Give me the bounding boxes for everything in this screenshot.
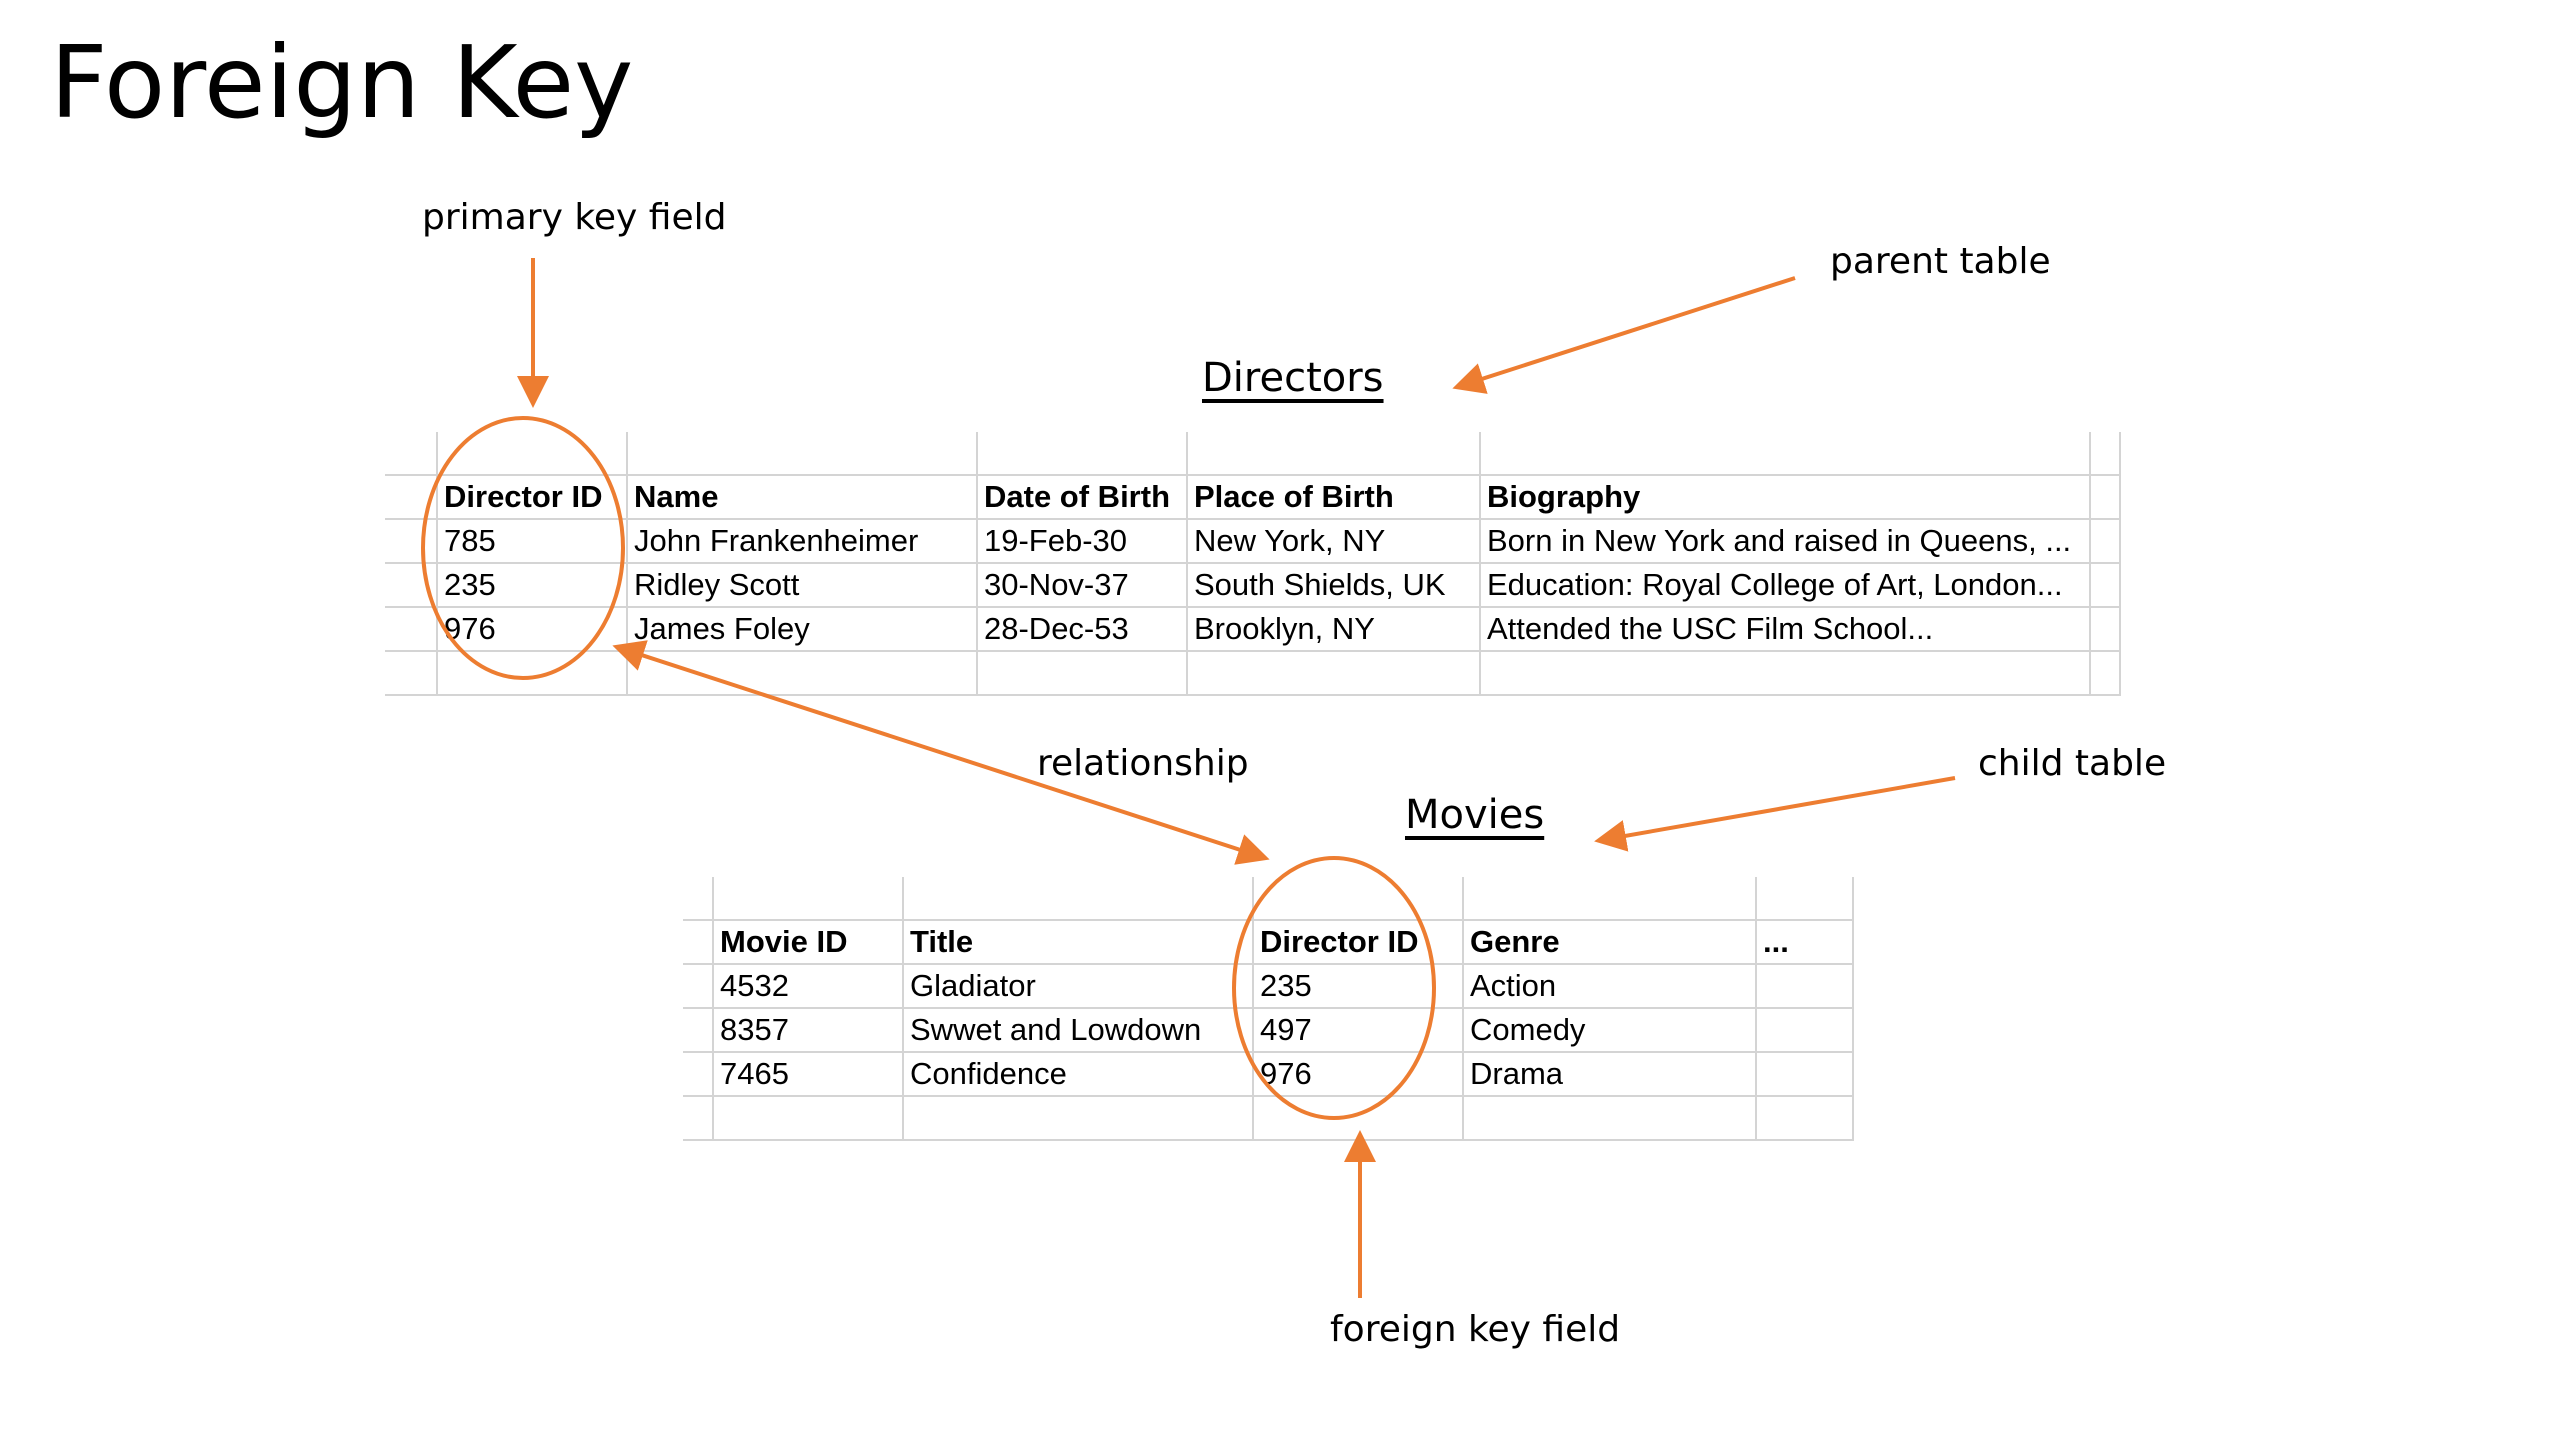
table-row [385, 563, 2120, 607]
table-row [385, 519, 2120, 563]
grid-cell [1463, 877, 1756, 920]
cell: 7465 [713, 1052, 903, 1096]
parent-table-label: parent table [1830, 241, 2051, 282]
grid-cell [1480, 432, 2090, 475]
cell: 976 [437, 607, 627, 651]
grid-cell [977, 432, 1187, 475]
directors-header-row [385, 475, 2120, 519]
movies-table [683, 877, 1854, 1141]
cell: 4532 [713, 964, 903, 1008]
cell: Action [1463, 964, 1756, 1008]
header-name: Name [627, 475, 977, 519]
cell: Swwet and Lowdown [903, 1008, 1253, 1052]
grid-cell [385, 651, 437, 695]
relationship-label: relationship [1037, 743, 1249, 784]
header-director-id: Director ID [437, 475, 627, 519]
child-table-label: child table [1978, 743, 2167, 784]
table-row [683, 1008, 1853, 1052]
grid-cell [1253, 1096, 1463, 1140]
directors-caption: Directors [1202, 355, 1384, 401]
grid-cell [627, 651, 977, 695]
cell: 235 [437, 563, 627, 607]
grid-cell [2090, 475, 2120, 519]
grid-cell [385, 519, 437, 563]
cell: Ridley Scott [627, 563, 977, 607]
grid-cell [1463, 1096, 1756, 1140]
grid-cell [2090, 519, 2120, 563]
cell: 235 [1253, 964, 1463, 1008]
grid-cell [437, 651, 627, 695]
cell: 976 [1253, 1052, 1463, 1096]
header-ellipsis: ... [1756, 920, 1853, 964]
grid-cell [2090, 607, 2120, 651]
movies-spacer-row [683, 1096, 1853, 1140]
directors-spacer-row [385, 651, 2120, 695]
movies-header-row [683, 920, 1853, 964]
grid-cell [683, 920, 713, 964]
cell: South Shields, UK [1187, 563, 1480, 607]
grid-cell [1480, 651, 2090, 695]
cell: John Frankenheimer [627, 519, 977, 563]
grid-cell [683, 964, 713, 1008]
cell: Brooklyn, NY [1187, 607, 1480, 651]
grid-cell [385, 563, 437, 607]
grid-cell [385, 475, 437, 519]
table-row [683, 1052, 1853, 1096]
grid-cell [2090, 651, 2120, 695]
cell [1756, 964, 1853, 1008]
grid-cell [903, 877, 1253, 920]
slide-title: Foreign Key [50, 24, 634, 141]
grid-cell [2090, 432, 2120, 475]
grid-cell [385, 607, 437, 651]
header-director-id: Director ID [1253, 920, 1463, 964]
grid-cell [627, 432, 977, 475]
header-biography: Biography [1480, 475, 2090, 519]
grid-cell [683, 1008, 713, 1052]
parent-table-arrow [1460, 278, 1795, 386]
cell: Education: Royal College of Art, London... [1480, 563, 2090, 607]
grid-cell [1756, 877, 1853, 920]
header-place-of-birth: Place of Birth [1187, 475, 1480, 519]
grid-cell [1756, 1096, 1853, 1140]
cell: James Foley [627, 607, 977, 651]
cell: Attended the USC Film School... [1480, 607, 2090, 651]
grid-cell [713, 1096, 903, 1140]
foreign-key-field-label: foreign key field [1330, 1309, 1621, 1350]
cell: 30-Nov-37 [977, 563, 1187, 607]
cell: 8357 [713, 1008, 903, 1052]
directors-spacer-row [385, 432, 2120, 475]
child-table-arrow [1602, 778, 1955, 840]
grid-cell [1187, 432, 1480, 475]
cell: Gladiator [903, 964, 1253, 1008]
grid-cell [713, 877, 903, 920]
grid-cell [683, 1052, 713, 1096]
grid-cell [903, 1096, 1253, 1140]
cell: 497 [1253, 1008, 1463, 1052]
grid-cell [1187, 651, 1480, 695]
table-row [385, 607, 2120, 651]
movies-spacer-row [683, 877, 1853, 920]
movies-caption: Movies [1405, 792, 1545, 838]
cell: Comedy [1463, 1008, 1756, 1052]
cell: Confidence [903, 1052, 1253, 1096]
grid-cell [977, 651, 1187, 695]
cell: 785 [437, 519, 627, 563]
cell: Born in New York and raised in Queens, ... [1480, 519, 2090, 563]
grid-cell [437, 432, 627, 475]
cell: New York, NY [1187, 519, 1480, 563]
header-movie-id: Movie ID [713, 920, 903, 964]
grid-cell [683, 877, 713, 920]
primary-key-field-label: primary key field [422, 197, 727, 238]
cell [1756, 1052, 1853, 1096]
cell: 19-Feb-30 [977, 519, 1187, 563]
grid-cell [683, 1096, 713, 1140]
cell: Drama [1463, 1052, 1756, 1096]
cell: 28-Dec-53 [977, 607, 1187, 651]
header-title: Title [903, 920, 1253, 964]
header-genre: Genre [1463, 920, 1756, 964]
grid-cell [1253, 877, 1463, 920]
directors-table [385, 432, 2121, 696]
grid-cell [2090, 563, 2120, 607]
cell [1756, 1008, 1853, 1052]
grid-cell [385, 432, 437, 475]
header-date-of-birth: Date of Birth [977, 475, 1187, 519]
table-row [683, 964, 1853, 1008]
